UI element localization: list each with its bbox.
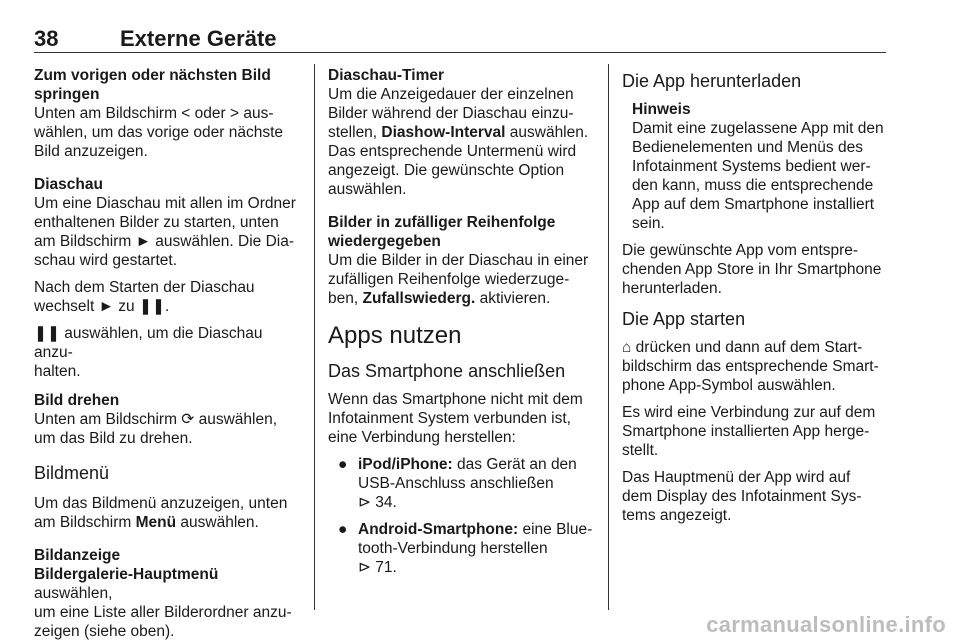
- section-title: Bilder in zufälliger Reihenfolge wiedergegeben: [328, 214, 556, 250]
- column-middle: [328, 66, 594, 585]
- column-divider: [608, 64, 609, 610]
- section-title: Bild drehen: [34, 392, 120, 409]
- column-left: [34, 66, 300, 641]
- section-title: Bildanzeige: [34, 547, 121, 564]
- play-icon: ►: [135, 233, 151, 250]
- note-box: [632, 100, 888, 233]
- next-icon: >: [230, 105, 240, 122]
- paragraph: Unten am Bildschirm ⟳ auswählen, um das Bild zu drehen.: [34, 411, 278, 447]
- reference-arrow-icon: ⊳: [358, 559, 371, 576]
- heading-connect-smartphone: Das Smartphone anschließen: [328, 361, 566, 381]
- paragraph: ⌂ drücken und dann auf dem Start- bildschirm das entsprechende Smart- phone App-Symbol auswählen.: [622, 339, 879, 394]
- paragraph: Nach dem Starten der Diaschau wechselt ► zu ❚❚.: [34, 279, 255, 315]
- section-rotate: [34, 391, 300, 448]
- page-number: 38: [34, 26, 59, 51]
- paragraph: Die gewünschte App vom entspre- chenden App Store in Ihr Smartphone herunterladen.: [622, 242, 882, 297]
- pause-icon: ❚❚: [138, 298, 165, 315]
- paragraph: ❚❚ auswählen, um die Diaschau anzu- halten.: [34, 325, 263, 380]
- list-item: ● iPod/iPhone: das Gerät an den USB-Anschluss anschließen ⊳ 34.: [338, 456, 577, 511]
- section-title: Diaschau-Timer: [328, 67, 445, 84]
- chapter-title: Externe Geräte: [120, 26, 277, 51]
- reference-arrow-icon: ⊳: [358, 494, 371, 511]
- watermark: carmanualsonline.info: [706, 612, 946, 637]
- bullet-icon: ●: [338, 521, 348, 538]
- play-icon: ►: [98, 298, 114, 315]
- paragraph: Um die Bilder in der Diaschau in einer zufälligen Reihenfolge wiederzuge- ben, Zufallswiederg. aktivieren.: [328, 252, 589, 307]
- page-reference[interactable]: 34.: [371, 494, 397, 511]
- heading-apps: Apps nutzen: [328, 322, 462, 349]
- note-text: Damit eine zugelassene App mit den Bedienelementen und Menüs des Infotainment Systems bedient wer- den kann, muss die entsprechende App auf dem Smartphone installiert sein.: [632, 120, 884, 232]
- paragraph: Bildergalerie-Hauptmenü auswählen, um eine Liste aller Bilderordner anzu- zeigen (siehe oben).: [34, 566, 292, 640]
- section-image-display: [34, 546, 300, 641]
- paragraph: Es wird eine Verbindung zur auf dem Smartphone installierten App herge- stellt.: [622, 404, 876, 459]
- heading-start-app: Die App starten: [622, 309, 746, 329]
- section-next-image: [34, 66, 300, 161]
- page-header: [34, 26, 886, 53]
- section-title: Zum vorigen oder nächsten Bild springen: [34, 67, 271, 103]
- paragraph: Das Hauptmenü der App wird auf dem Display des Infotainment Sys- tems angezeigt.: [622, 469, 862, 524]
- note-title: Hinweis: [632, 101, 691, 118]
- column-divider: [314, 64, 315, 610]
- section-slideshow-timer: [328, 66, 594, 199]
- heading-download-app: Die App herunterladen: [622, 71, 802, 91]
- pause-icon: ❚❚: [34, 325, 60, 342]
- section-title: Diaschau: [34, 176, 103, 193]
- list-item: ● Android-Smartphone: eine Blue- tooth-Verbindung herstellen ⊳ 71.: [338, 521, 593, 576]
- section-slideshow: [34, 175, 300, 381]
- previous-icon: <: [181, 105, 191, 122]
- heading-image-menu: Bildmenü: [34, 463, 110, 483]
- page-reference[interactable]: 71.: [371, 559, 397, 576]
- rotate-icon: ⟳: [181, 411, 195, 428]
- paragraph: Um die Anzeigedauer der einzelnen Bilder während der Diaschau einzu- stellen, Diashow-Interval auswählen. Das entsprechende Untermenü wird angezeigt. Die gewünschte Option auswählen.: [328, 86, 589, 198]
- paragraph: Um das Bildmenü anzuzeigen, unten am Bildschirm Menü auswählen.: [34, 495, 288, 531]
- home-icon: ⌂: [622, 339, 632, 356]
- bullet-icon: ●: [338, 456, 348, 473]
- column-right: [622, 66, 888, 533]
- section-shuffle: [328, 213, 594, 308]
- paragraph: Wenn das Smartphone nicht mit dem Infotainment System verbunden ist, eine Verbindung herstellen:: [328, 391, 583, 446]
- paragraph: Um eine Diaschau mit allen im Ordner enthaltenen Bilder zu starten, unten am Bildschirm ► auswählen. Die Dia- schau wird gestartet.: [34, 195, 296, 269]
- paragraph: Unten am Bildschirm < oder > aus- wählen, um das vorige oder nächste Bild anzuzeigen.: [34, 105, 284, 160]
